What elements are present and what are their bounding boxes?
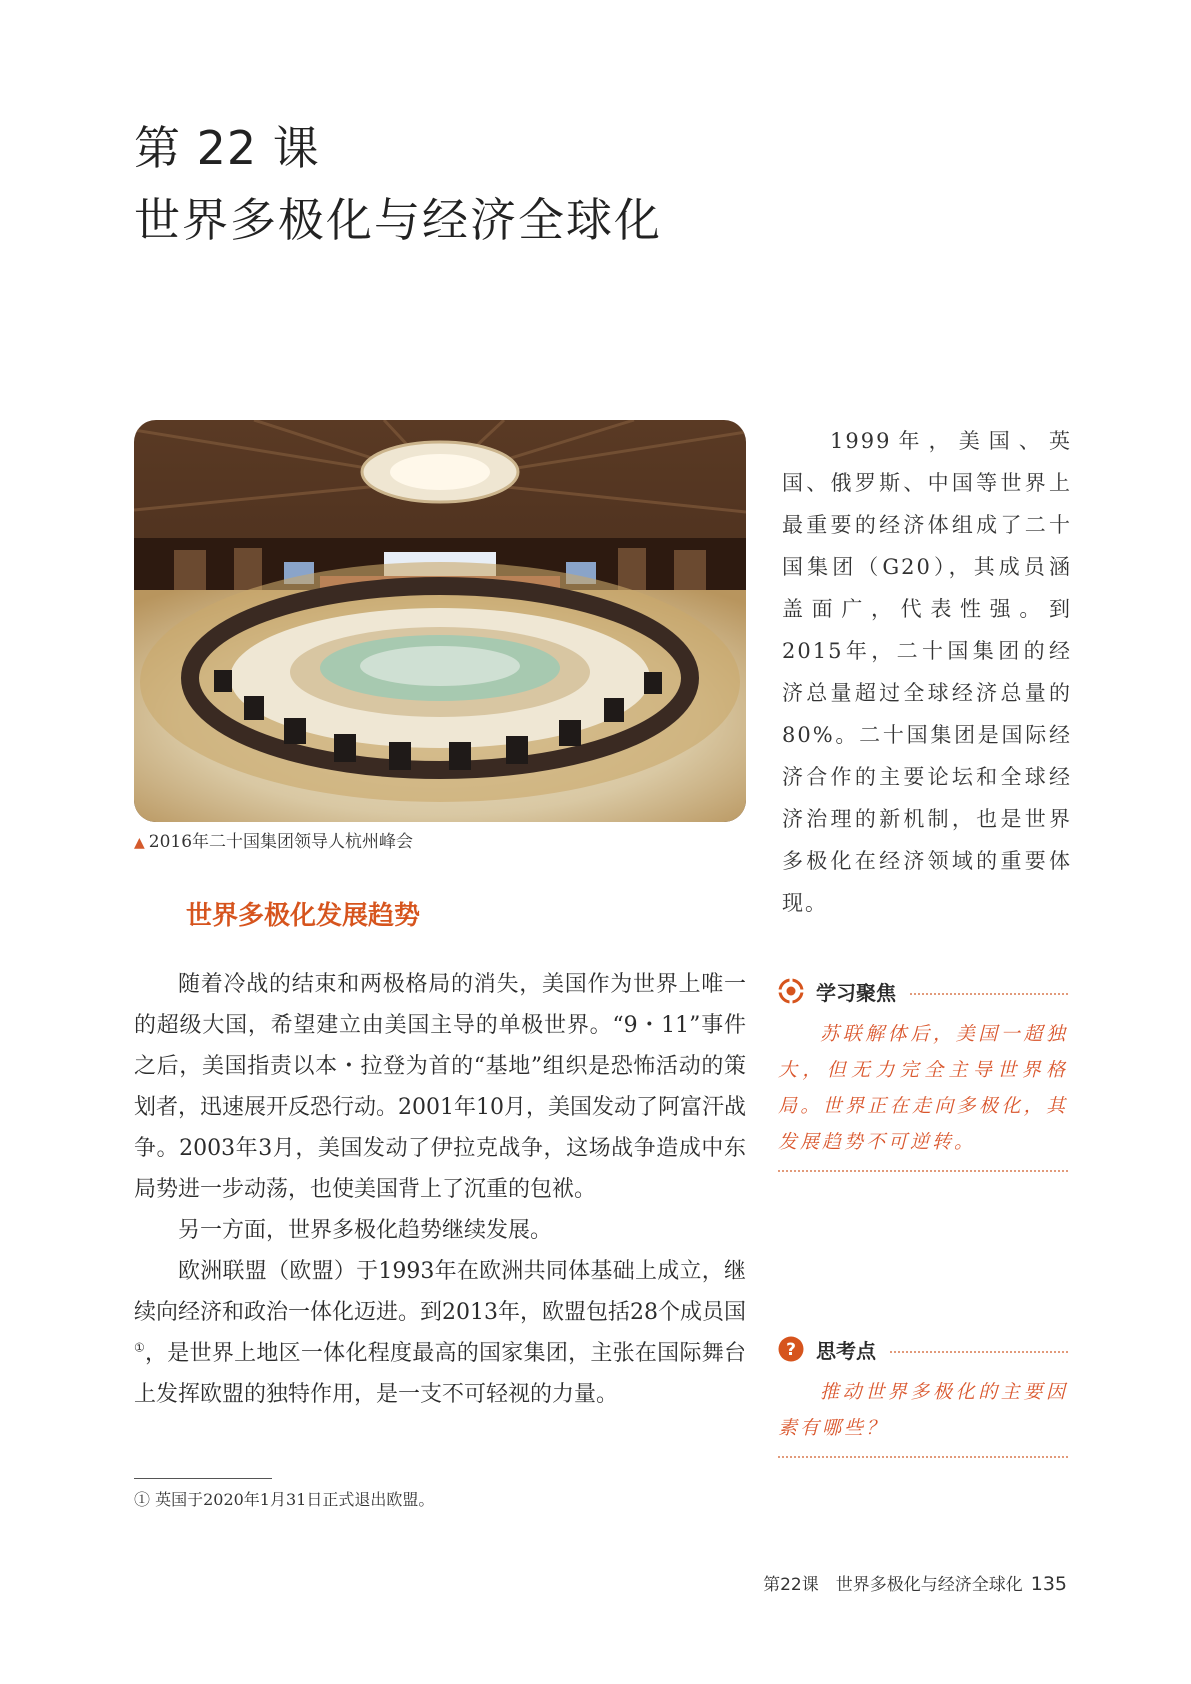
body-paragraph: 另一方面，世界多极化趋势继续发展。 xyxy=(178,1218,553,1243)
dotted-divider xyxy=(778,1456,1068,1458)
dotted-divider xyxy=(910,993,1068,995)
think-point-box xyxy=(778,1332,1068,1458)
photo-caption-text: 2016年二十国集团领导人杭州峰会 xyxy=(148,832,414,852)
body-paragraph: 随着冷战的结束和两极格局的消失，美国作为世界上唯一的超级大国，希望建立由美国主导的单极世界。“9・11”事件之后，美国指责以本・拉登为首的“基地”组织是恐怖活动的策划者，迅速展开反恐行动。2001年10月，美国发动了阿富汗战争。2003年3月，美国发动了伊拉克战争，这场战争造成中东局势进一步动荡，也使美国背上了沉重的包袱。 xyxy=(134,972,746,1202)
lesson-number: 第 22 课 xyxy=(134,121,320,175)
svg-text:?: ? xyxy=(786,1340,796,1360)
dotted-divider xyxy=(890,1351,1068,1353)
section-heading: 世界多极化发展趋势 xyxy=(186,901,421,931)
footnote-divider xyxy=(134,1478,272,1479)
question-icon xyxy=(778,1336,804,1362)
study-focus-text: 苏联解体后，美国一超独大，但无力完全主导世界格局。世界正在走向多极化，其发展趋势不可逆转。 xyxy=(778,1023,1068,1153)
page-number: 135 xyxy=(1030,1573,1067,1595)
caption-triangle-icon: ▲ xyxy=(134,835,145,851)
page-footer xyxy=(763,1571,1067,1598)
dotted-divider xyxy=(778,1170,1068,1172)
footnote-marker: ① xyxy=(134,1340,146,1355)
body-text xyxy=(134,964,746,1415)
think-point-text: 推动世界多极化的主要因素有哪些？ xyxy=(778,1381,1068,1439)
footer-lesson-title: 第22课 世界多极化与经济全球化 xyxy=(763,1575,1023,1595)
eu-text-part1: 欧洲联盟（欧盟）于1993年在欧洲共同体基础上成立，继续向经济和政治一体化迈进。到2013年，欧盟包括28个成员国 xyxy=(134,1259,746,1325)
footnote: ① 英国于2020年1月31日正式退出欧盟。 xyxy=(134,1490,435,1509)
eu-text-part2: ，是世界上地区一体化程度最高的国家集团，主张在国际舞台上发挥欧盟的独特作用，是一支不可轻视的力量。 xyxy=(134,1341,746,1407)
study-focus-title: 学习聚焦 xyxy=(816,980,896,1005)
target-icon xyxy=(778,978,804,1004)
study-focus-box xyxy=(778,974,1068,1172)
summit-photo xyxy=(134,420,746,822)
body-paragraph-eu xyxy=(134,1251,746,1415)
photo-caption xyxy=(134,830,413,855)
think-point-title: 思考点 xyxy=(816,1338,876,1363)
sidebar-intro-text: 1999年，美国、英国、俄罗斯、中国等世界上最重要的经济体组成了二十国集团（G20），其成员涵盖面广，代表性强。到2015年，二十国集团的经济总量超过全球经济总量的80%。二十国集团是国际经济合作的主要论坛和全球经济治理的新机制，也是世界多极化在经济领域的重要体现。 xyxy=(782,429,1072,915)
lesson-title: 世界多极化与经济全球化 xyxy=(134,193,662,247)
